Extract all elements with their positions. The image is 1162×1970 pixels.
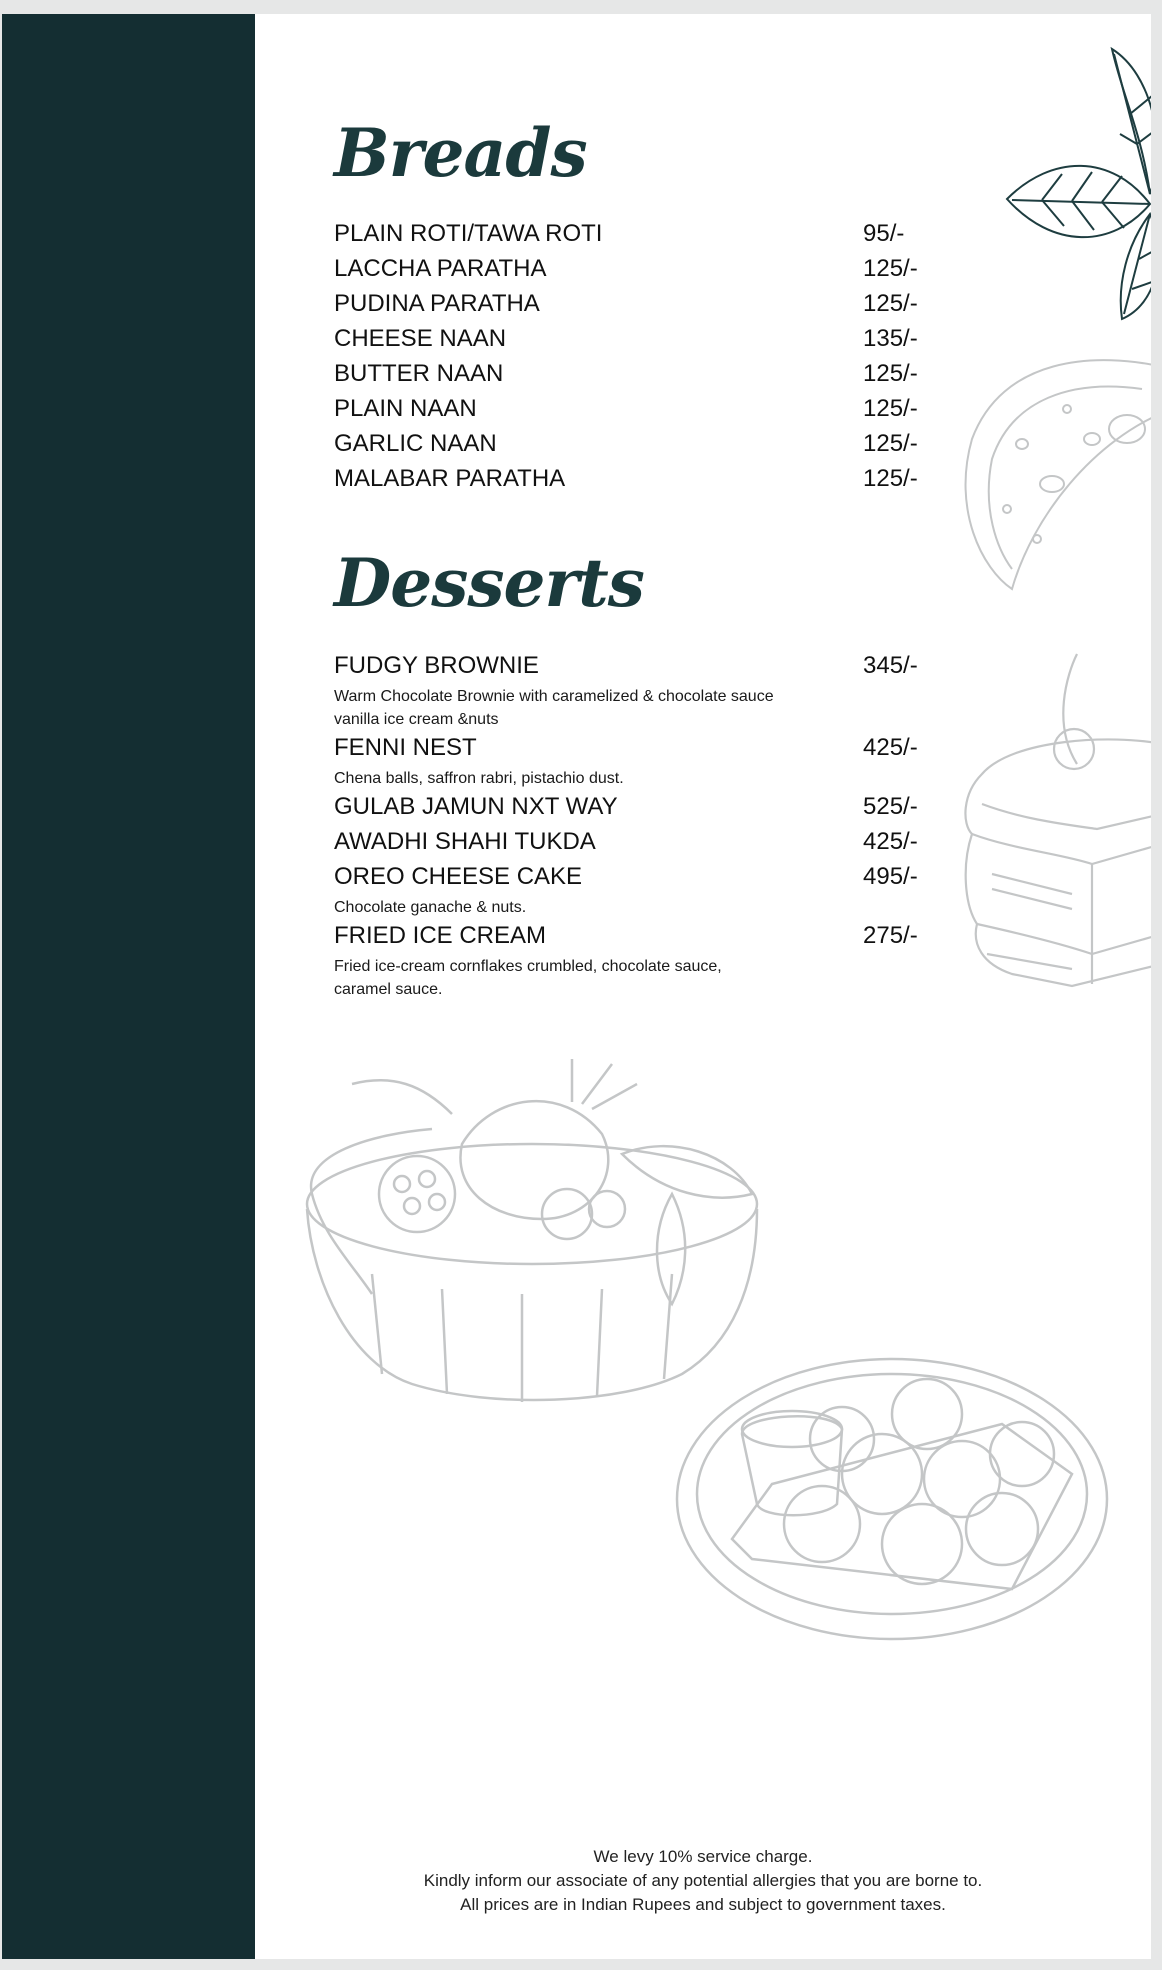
item-price: 125/-: [863, 290, 918, 317]
item-name: GARLIC NAAN: [334, 430, 497, 457]
item-name: PLAIN ROTI/TAWA ROTI: [334, 220, 603, 247]
tax-note: All prices are in Indian Rupees and subject to government taxes.: [460, 1895, 946, 1914]
item-name: CHEESE NAAN: [334, 325, 507, 352]
item-name: LACCHA PARATHA: [334, 255, 547, 282]
item-price: 275/-: [863, 922, 918, 949]
item-price: 425/-: [863, 734, 918, 761]
item-name: GULAB JAMUN NXT WAY: [334, 793, 618, 820]
item-name: FUDGY BROWNIE: [334, 652, 539, 679]
cake-slice-illustration: [952, 634, 1151, 994]
item-price: 95/-: [863, 220, 905, 247]
item-price: 525/-: [863, 793, 918, 820]
item-price: 425/-: [863, 828, 918, 855]
item-description: Warm Chocolate Brownie with caramelized & chocolate sauce vanilla ice cream &nuts: [334, 688, 774, 728]
item-name: FENNI NEST: [334, 734, 477, 761]
item-name: FRIED ICE CREAM: [334, 922, 547, 949]
item-price: 345/-: [863, 652, 918, 679]
item-name: PLAIN NAAN: [334, 395, 477, 422]
item-name: MALABAR PARATHA: [334, 465, 566, 492]
item-description: Chocolate ganache & nuts.: [334, 899, 527, 916]
item-name: PUDINA PARATHA: [334, 290, 540, 317]
item-price: 125/-: [863, 465, 918, 492]
allergy-note: Kindly inform our associate of any potential allergies that you are borne to.: [423, 1871, 983, 1890]
item-description: Chena balls, saffron rabri, pistachio dust.: [334, 770, 624, 787]
service-charge-note: We levy 10% service charge.: [593, 1847, 813, 1866]
menu-page: [2, 14, 1151, 1959]
sidebar-band: [2, 14, 255, 1959]
gulab-jamun-plate-illustration: [672, 1344, 1112, 1644]
item-description: Fried ice-cream cornflakes crumbled, chocolate sauce, caramel sauce.: [334, 958, 722, 998]
item-price: 125/-: [863, 360, 918, 387]
item-price: 495/-: [863, 863, 918, 890]
breads-heading: Breads: [334, 114, 587, 192]
item-price: 125/-: [863, 430, 918, 457]
item-name: OREO CHEESE CAKE: [334, 863, 583, 890]
item-price: 125/-: [863, 255, 918, 282]
desserts-heading: Desserts: [334, 544, 644, 622]
mint-leaves-illustration: [952, 34, 1151, 334]
item-name: BUTTER NAAN: [334, 360, 504, 387]
item-price: 135/-: [863, 325, 918, 352]
flatbread-illustration: [942, 339, 1151, 599]
footer-notes: [255, 1845, 1151, 1917]
item-name: AWADHI SHAHI TUKDA: [334, 828, 596, 855]
item-price: 125/-: [863, 395, 918, 422]
